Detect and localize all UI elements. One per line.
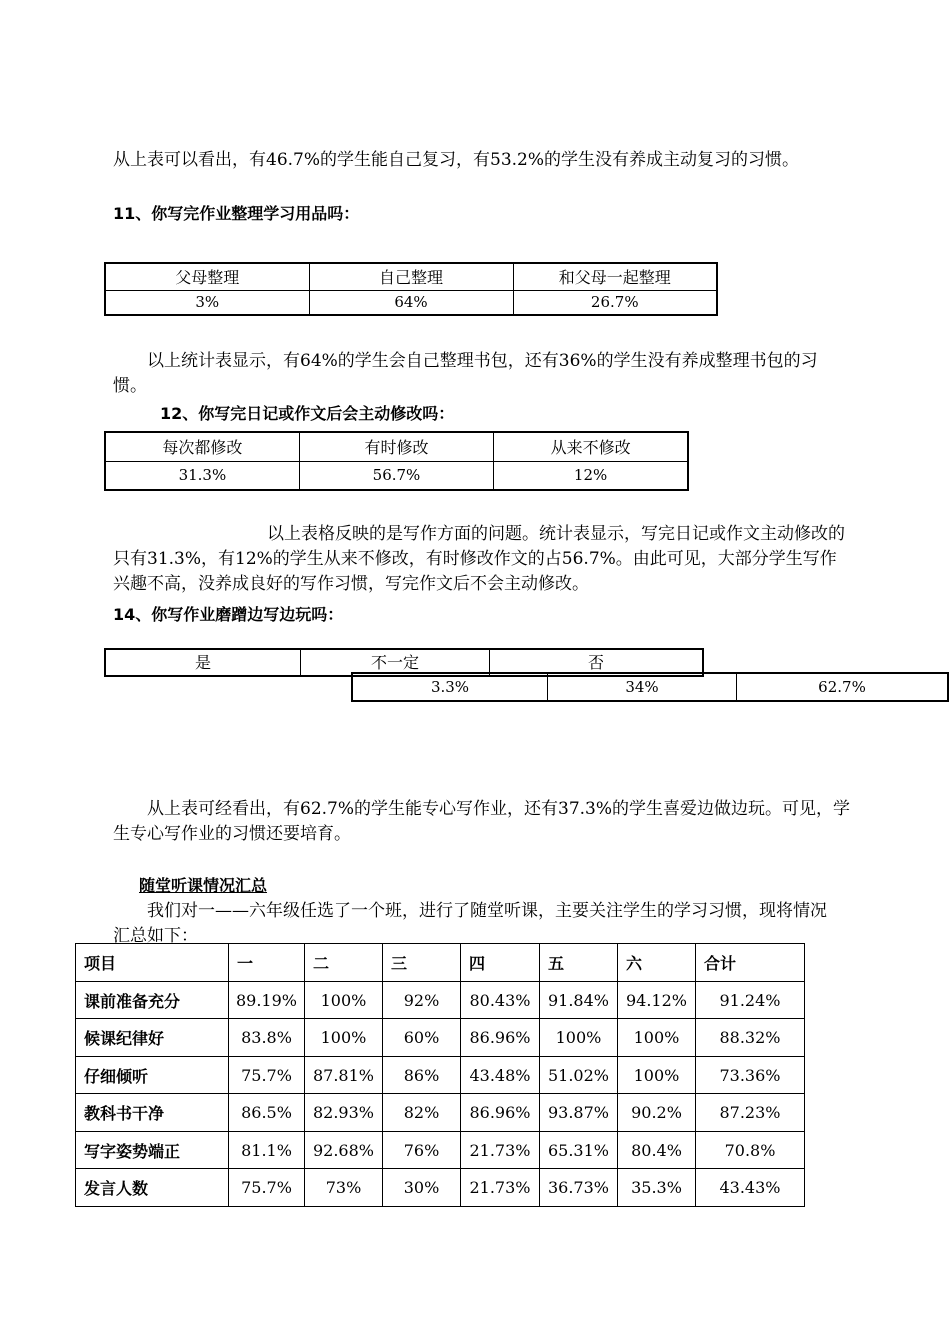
header-cell: 四 (461, 944, 540, 982)
value-cell: 51.02% (540, 1057, 618, 1094)
paragraph-focus-summary: 从上表可经看出，有62.7%的学生能专心写作业，还有37.3%的学生喜爱边做边玩。可见，学生专心写作业的习惯还要培育。 (113, 799, 851, 844)
value-cell: 21.73% (461, 1169, 540, 1207)
value-cell: 91.84% (540, 982, 618, 1019)
question-11-heading: 11、你写完作业整理学习用品吗： (113, 204, 360, 223)
table-row (352, 673, 948, 701)
question-12-heading: 12、你写完日记或作文后会主动修改吗： (160, 404, 455, 423)
header-cell: 自己整理 (309, 263, 513, 290)
table-revise-writing (104, 431, 689, 491)
value-cell: 86.96% (461, 1019, 540, 1057)
header-cell: 不一定 (301, 649, 490, 676)
paragraph-class-observation: 我们对一——六年级任选了一个班，进行了随堂听课，主要关注学生的学习习惯，现将情况汇总如下： (113, 901, 827, 946)
header-cell: 每次都修改 (105, 432, 299, 461)
header-cell: 否 (490, 649, 704, 676)
header-cell: 项目 (76, 944, 229, 982)
header-cell: 和父母一起整理 (513, 263, 717, 290)
value-cell: 91.24% (696, 982, 805, 1019)
value-cell: 3.3% (352, 673, 548, 701)
value-cell: 80.43% (461, 982, 540, 1019)
value-cell: 92.68% (305, 1132, 383, 1169)
value-cell: 100% (540, 1019, 618, 1057)
value-cell: 56.7% (299, 461, 493, 490)
value-cell: 100% (305, 982, 383, 1019)
table-row (76, 1094, 805, 1132)
value-cell: 86.96% (461, 1094, 540, 1132)
value-cell: 43.48% (461, 1057, 540, 1094)
value-cell: 21.73% (461, 1132, 540, 1169)
value-cell: 100% (618, 1019, 696, 1057)
table-row (76, 1019, 805, 1057)
paragraph-writing-summary: 以上表格反映的是写作方面的问题。统计表显示，写完日记或作文主动修改的只有31.3%，有12%的学生从来不修改，有时修改作文的占56.7%。由此可见，大部分学生写作兴趣不高，没养成良好的写作习惯，写完作文后不会主动修改。 (113, 524, 845, 594)
paragraph-organize-summary: 以上统计表显示，有64%的学生会自己整理书包，还有36%的学生没有养成整理书包的习惯。 (113, 351, 818, 396)
row-label: 教科书干净 (76, 1094, 229, 1132)
value-cell: 65.31% (540, 1132, 618, 1169)
table-header-row (105, 263, 717, 290)
table-dawdle-values (351, 672, 949, 702)
table-header-row (76, 944, 805, 982)
value-cell: 86.5% (229, 1094, 305, 1132)
row-label: 候课纪律好 (76, 1019, 229, 1057)
row-label: 课前准备充分 (76, 982, 229, 1019)
table-row (76, 1132, 805, 1169)
value-cell: 86% (383, 1057, 461, 1094)
value-cell: 87.23% (696, 1094, 805, 1132)
value-cell: 26.7% (513, 290, 717, 315)
table-row (76, 1169, 805, 1207)
value-cell: 100% (618, 1057, 696, 1094)
value-cell: 100% (305, 1019, 383, 1057)
value-cell: 30% (383, 1169, 461, 1207)
paragraph-review-summary: 从上表可以看出，有46.7%的学生能自己复习，有53.2%的学生没有养成主动复习的习惯。 (113, 150, 800, 170)
value-cell: 60% (383, 1019, 461, 1057)
table-header-row (105, 432, 688, 461)
value-cell: 75.7% (229, 1169, 305, 1207)
value-cell: 76% (383, 1132, 461, 1169)
value-cell: 36.73% (540, 1169, 618, 1207)
header-cell: 六 (618, 944, 696, 982)
value-cell: 3% (105, 290, 309, 315)
value-cell: 31.3% (105, 461, 299, 490)
header-cell: 有时修改 (299, 432, 493, 461)
table-class-observation (75, 943, 805, 1207)
header-cell: 从来不修改 (494, 432, 688, 461)
value-cell: 73% (305, 1169, 383, 1207)
row-label: 仔细倾听 (76, 1057, 229, 1094)
header-cell: 二 (305, 944, 383, 982)
row-label: 写字姿势端正 (76, 1132, 229, 1169)
header-cell: 三 (383, 944, 461, 982)
table-row (105, 461, 688, 490)
value-cell: 64% (309, 290, 513, 315)
header-cell: 父母整理 (105, 263, 309, 290)
value-cell: 92% (383, 982, 461, 1019)
table-row (76, 982, 805, 1019)
value-cell: 90.2% (618, 1094, 696, 1132)
header-cell: 一 (229, 944, 305, 982)
value-cell: 70.8% (696, 1132, 805, 1169)
value-cell: 75.7% (229, 1057, 305, 1094)
value-cell: 82.93% (305, 1094, 383, 1132)
value-cell: 62.7% (737, 673, 949, 701)
question-14-heading: 14、你写作业磨蹭边写边玩吗： (113, 605, 344, 624)
value-cell: 87.81% (305, 1057, 383, 1094)
value-cell: 43.43% (696, 1169, 805, 1207)
table-row (105, 290, 717, 315)
header-cell: 五 (540, 944, 618, 982)
table-organize-supplies (104, 262, 718, 316)
header-cell: 是 (105, 649, 301, 676)
value-cell: 12% (494, 461, 688, 490)
section-title: 随堂听课情况汇总 (139, 876, 268, 895)
value-cell: 88.32% (696, 1019, 805, 1057)
table-row (76, 1057, 805, 1094)
value-cell: 93.87% (540, 1094, 618, 1132)
value-cell: 73.36% (696, 1057, 805, 1094)
value-cell: 35.3% (618, 1169, 696, 1207)
value-cell: 89.19% (229, 982, 305, 1019)
value-cell: 80.4% (618, 1132, 696, 1169)
header-cell: 合计 (696, 944, 805, 982)
value-cell: 81.1% (229, 1132, 305, 1169)
value-cell: 83.8% (229, 1019, 305, 1057)
row-label: 发言人数 (76, 1169, 229, 1207)
value-cell: 94.12% (618, 982, 696, 1019)
value-cell: 82% (383, 1094, 461, 1132)
value-cell: 34% (548, 673, 737, 701)
